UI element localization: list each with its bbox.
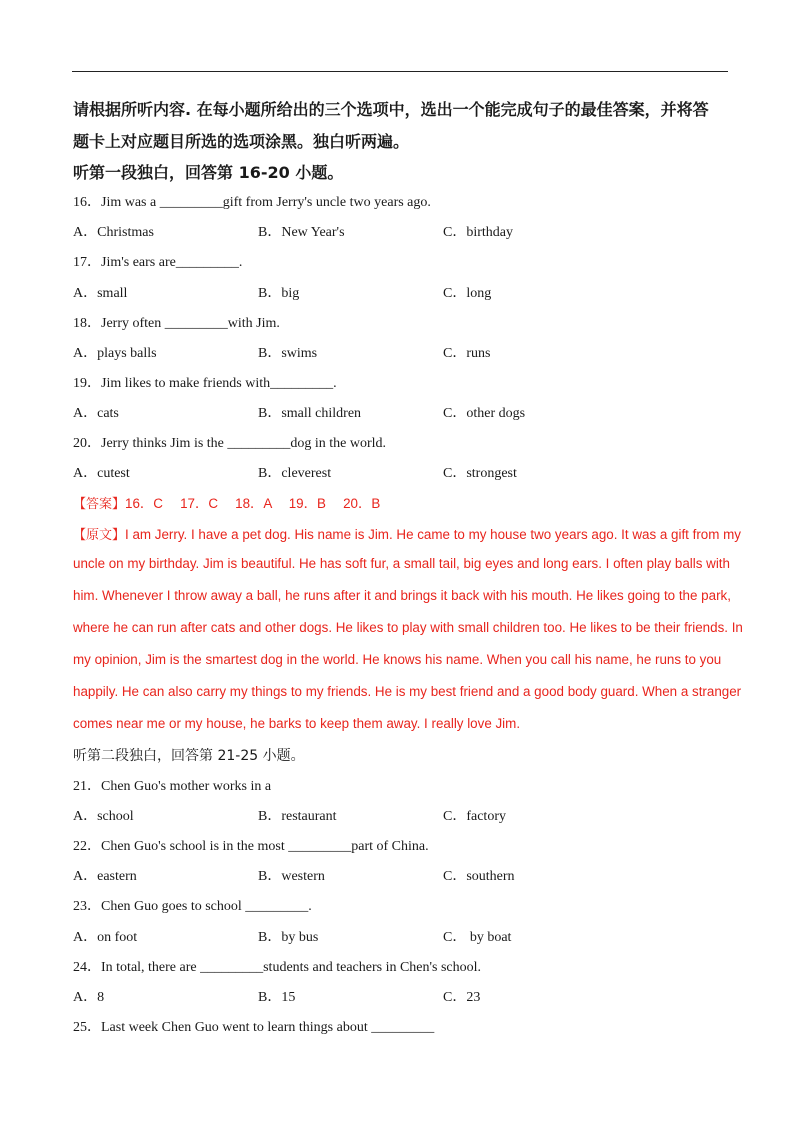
option-c: C． by boat bbox=[443, 930, 512, 945]
option-b: B．small children bbox=[258, 406, 362, 421]
header-rule bbox=[72, 71, 728, 72]
answer-key bbox=[73, 493, 380, 513]
option-b: B．cleverest bbox=[258, 466, 332, 481]
section-2-heading: 听第二段独白，回答第 21-25 小题。 bbox=[73, 748, 305, 764]
transcript-line-3: him. Whenever I throw away a ball, he runs after it and brings it back with his mouth. He likes going to the park, bbox=[73, 588, 731, 603]
option-c: C．runs bbox=[443, 346, 491, 361]
option-b: B．by bus bbox=[258, 930, 319, 945]
transcript-line-4: where he can run after cats and other dogs. He likes to play with small children too. He likes to be their friends. In bbox=[73, 620, 743, 635]
question-21: 21．Chen Guo's mother works in a bbox=[73, 779, 272, 794]
option-a: A．Christmas bbox=[73, 225, 154, 240]
transcript-line-2: uncle on my birthday. Jim is beautiful. He has soft fur, a small tail, big eyes and long ears. I often play balls with bbox=[73, 556, 730, 571]
option-a: A．small bbox=[73, 286, 128, 301]
question-23: 23．Chen Guo goes to school _________. bbox=[73, 899, 312, 914]
transcript-line-7: comes near me or my house, he barks to keep them away. I really love Jim. bbox=[73, 716, 521, 731]
answer-text: 16．C 17．C 18．A 19．B 20．B bbox=[125, 496, 381, 511]
option-c: C．strongest bbox=[443, 466, 517, 481]
option-c: C．long bbox=[443, 286, 492, 301]
question-24: 24．In total, there are _________students and teachers in Chen's school. bbox=[73, 960, 482, 975]
option-b: B．15 bbox=[258, 990, 296, 1005]
instruction-line-2: 题卡上对应题目所选的选项涂黑。独白听两遍。 bbox=[73, 132, 410, 151]
option-b: B．restaurant bbox=[258, 809, 337, 824]
option-c: C．other dogs bbox=[443, 406, 526, 421]
transcript-line-6: happily. He can also carry my things to my friends. He is my best friend and a good body guard. When a stranger bbox=[73, 684, 742, 699]
transcript-line-5: my opinion, Jim is the smartest dog in the world. He knows his name. When you call his name, he runs to you bbox=[73, 652, 722, 667]
option-c: C．southern bbox=[443, 869, 515, 884]
question-25: 25．Last week Chen Guo went to learn things about _________ bbox=[73, 1020, 435, 1035]
option-a: A．cats bbox=[73, 406, 119, 421]
option-b: B．big bbox=[258, 286, 300, 301]
question-19: 19．Jim likes to make friends with_________. bbox=[73, 376, 337, 391]
question-17: 17．Jim's ears are_________. bbox=[73, 255, 243, 270]
section-1-heading: 听第一段独白，回答第 16-20 小题。 bbox=[73, 163, 344, 182]
transcript-tag: 【原文】 bbox=[73, 528, 126, 543]
transcript-text: I am Jerry. I have a pet dog. His name is Jim. He came to my house two years ago. It was a gift from my bbox=[125, 527, 741, 542]
option-a: A．8 bbox=[73, 990, 105, 1005]
option-b: B．western bbox=[258, 869, 325, 884]
option-a: A．on foot bbox=[73, 930, 138, 945]
option-b: B．swims bbox=[258, 346, 318, 361]
option-c: C．factory bbox=[443, 809, 506, 824]
question-20: 20．Jerry thinks Jim is the _________dog in the world. bbox=[73, 436, 387, 451]
question-16: 16．Jim was a _________gift from Jerry's uncle two years ago. bbox=[73, 195, 431, 210]
option-b: B．New Year's bbox=[258, 225, 345, 240]
option-c: C．birthday bbox=[443, 225, 513, 240]
option-a: A．school bbox=[73, 809, 134, 824]
answer-tag: 【答案】 bbox=[73, 497, 126, 512]
instruction-line-1: 请根据所听内容. 在每小题所给出的三个选项中，选出一个能完成句子的最佳答案，并将答 bbox=[73, 100, 709, 119]
option-c: C．23 bbox=[443, 990, 481, 1005]
option-a: A．plays balls bbox=[73, 346, 157, 361]
transcript-line-1 bbox=[73, 524, 741, 544]
option-a: A．eastern bbox=[73, 869, 137, 884]
option-a: A．cutest bbox=[73, 466, 130, 481]
question-22: 22．Chen Guo's school is in the most _________part of China. bbox=[73, 839, 429, 854]
question-18: 18．Jerry often _________with Jim. bbox=[73, 316, 280, 331]
